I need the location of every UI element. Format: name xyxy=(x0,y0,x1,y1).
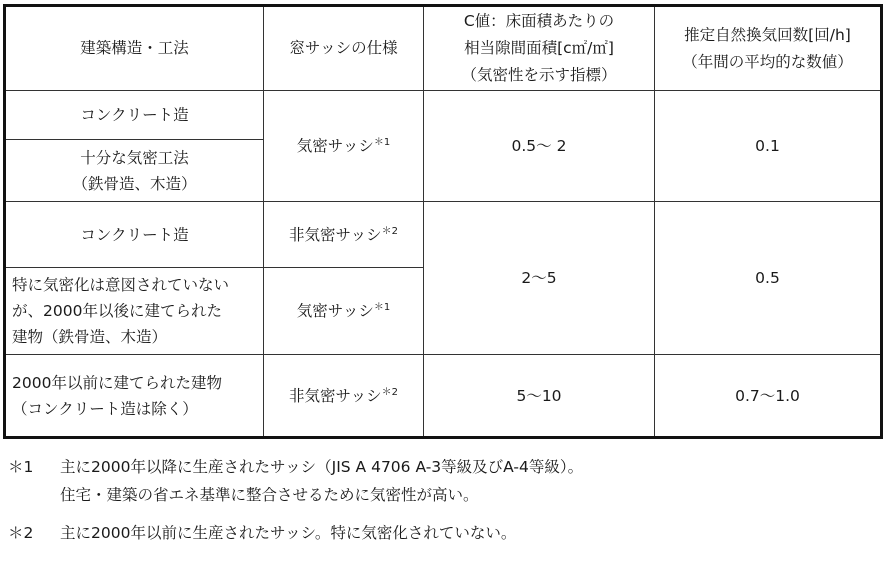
footnote-mark: ＊1 xyxy=(373,136,391,148)
cell-structure: 十分な気密工法 （鉄骨造、木造） xyxy=(5,140,264,202)
footnote-mark: ＊2 xyxy=(381,225,399,237)
header-structure: 建築構造・工法 xyxy=(5,6,264,91)
cell-c-value: 5～10 xyxy=(424,355,655,438)
footnote-mark: ＊2 xyxy=(381,386,399,398)
cell-c-value: 2～5 xyxy=(424,202,655,355)
cell-sash: 気密サッシ$^{*1}$ xyxy=(264,91,424,202)
header-vent-line2: （年間の平均的な数値） xyxy=(682,52,853,71)
cell-sash: 気密サッシ$^{*1}$ xyxy=(264,268,424,355)
footnote-1 xyxy=(8,453,583,481)
footnote-2-text: 主に2000年以前に生産されたサッシ。特に気密化されていない。 xyxy=(60,524,517,542)
cell-structure: コンクリート造 xyxy=(5,91,264,140)
cell-structure: コンクリート造 xyxy=(5,202,264,268)
footnote-1-mark: ＊1 xyxy=(8,458,34,476)
cell-sash: 非気密サッシ$^{*2}$ xyxy=(264,202,424,268)
header-sash: 窓サッシの仕様 xyxy=(264,6,424,91)
header-c-line1: C値：床面積あたりの xyxy=(463,12,615,30)
footnotes xyxy=(8,453,583,547)
cell-structure: 2000年以前に建てられた建物 （コンクリート造は除く） xyxy=(5,355,264,438)
table-row xyxy=(5,91,882,140)
footnote-1-text: 主に2000年以降に生産されたサッシ（JIS A 4706 A-3等級及びA-4等級）。 xyxy=(60,458,584,476)
header-c-line2: 相当隙間面積[c㎡/㎡] xyxy=(464,39,614,57)
header-row xyxy=(5,6,882,91)
cell-ventilation: 0.5 xyxy=(655,202,882,355)
table-row xyxy=(5,355,882,438)
table-row xyxy=(5,202,882,268)
footnote-1-continuation: 住宅・建築の省エネ基準に整合させるために気密性が高い。 xyxy=(60,486,479,504)
cell-sash: 非気密サッシ$^{*2}$ xyxy=(264,355,424,438)
cell-c-value: 0.5～ 2 xyxy=(424,91,655,202)
cell-ventilation: 0.7～1.0 xyxy=(655,355,882,438)
header-ventilation xyxy=(655,6,882,91)
footnote-2 xyxy=(8,519,583,547)
ventilation-table xyxy=(3,4,883,439)
header-c-line3: （気密性を示す指標） xyxy=(461,66,617,84)
cell-ventilation: 0.1 xyxy=(655,91,882,202)
header-c-value xyxy=(424,6,655,91)
cell-structure: 特に気密化は意図されていない が、2000年以後に建てられた 建物（鉄骨造、木造） xyxy=(5,268,264,355)
footnote-mark: ＊1 xyxy=(373,301,391,313)
header-vent-line1: 推定自然換気回数[回/h] xyxy=(684,25,851,44)
footnote-2-mark: ＊2 xyxy=(8,524,34,542)
